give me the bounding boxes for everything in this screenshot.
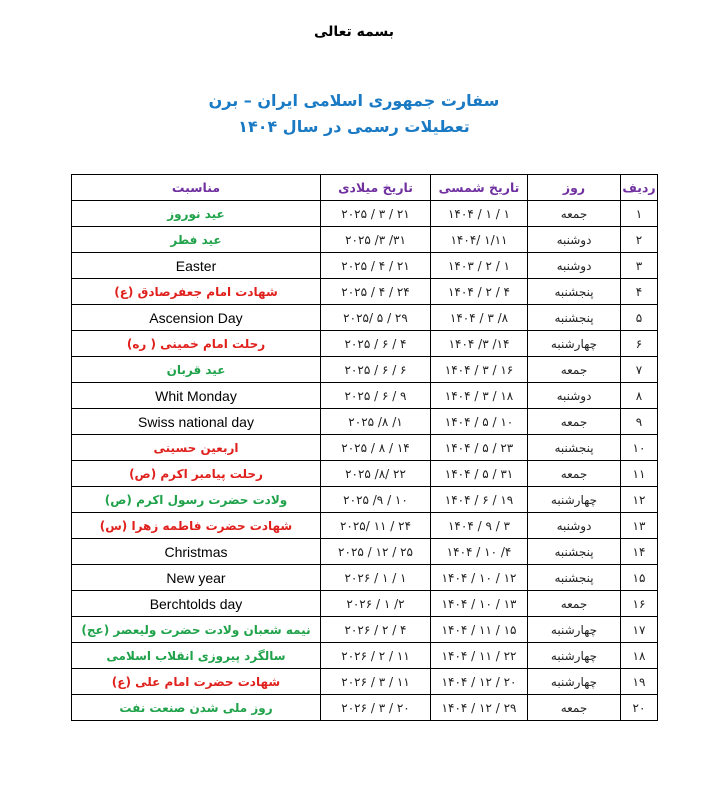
row-number-cell: ۱۹	[621, 669, 658, 695]
table-row	[72, 253, 658, 279]
table-row	[72, 383, 658, 409]
row-number-cell: ۱۰	[621, 435, 658, 461]
gregorian-date-cell: ۲۰۲۶ / ۲ / ۴	[321, 617, 431, 643]
gregorian-date-cell: ۲۰۲۵ /۹ / ۱۰	[321, 487, 431, 513]
gregorian-date-cell: ۲۰۲۵ /۸/ ۲۲	[321, 461, 431, 487]
day-cell: جمعه	[528, 409, 621, 435]
occasion-cell: رحلت پیامبر اکرم (ص)	[72, 461, 321, 487]
occasion-cell: Berchtolds day	[72, 591, 321, 617]
gregorian-date-cell: ۲۰۲۶ / ۱ / ۱	[321, 565, 431, 591]
shamsi-date-cell: ۱۴۰۴ / ۳ / ۱۶	[431, 357, 528, 383]
shamsi-date-cell: ۱۴۰۴ / ۱۲ / ۲۹	[431, 695, 528, 721]
table-row	[72, 591, 658, 617]
table-body	[72, 201, 658, 721]
shamsi-date-cell: ۱۴۰۴ / ۵ / ۲۳	[431, 435, 528, 461]
occasion-cell: رحلت امام خمینی ( ره)	[72, 331, 321, 357]
occasion-cell: ولادت حضرت رسول اکرم (ص)	[72, 487, 321, 513]
gregorian-date-cell: ۲۰۲۵ / ۳ / ۲۱	[321, 201, 431, 227]
day-cell: چهارشنبه	[528, 617, 621, 643]
row-number-cell: ۱۸	[621, 643, 658, 669]
row-number-cell: ۱۳	[621, 513, 658, 539]
row-number-cell: ۳	[621, 253, 658, 279]
column-header-gregorian-date: تاریخ میلادی	[321, 175, 431, 201]
occasion-cell: عید قربان	[72, 357, 321, 383]
table-row	[72, 617, 658, 643]
row-number-cell: ۱۵	[621, 565, 658, 591]
occasion-cell: Easter	[72, 253, 321, 279]
day-cell: دوشنبه	[528, 227, 621, 253]
row-number-cell: ۴	[621, 279, 658, 305]
table-row	[72, 305, 658, 331]
row-number-cell: ۹	[621, 409, 658, 435]
gregorian-date-cell: ۲۰۲۵ / ۶ / ۹	[321, 383, 431, 409]
day-cell: چهارشنبه	[528, 331, 621, 357]
gregorian-date-cell: ۲۰۲۵ /۳ /۳۱	[321, 227, 431, 253]
day-cell: جمعه	[528, 357, 621, 383]
gregorian-date-cell: ۲۰۲۵ / ۴ / ۲۴	[321, 279, 431, 305]
table-row	[72, 357, 658, 383]
table-row	[72, 539, 658, 565]
bismillah-heading: بسمه تعالی	[313, 24, 395, 40]
occasion-cell: روز ملی شدن صنعت نفت	[72, 695, 321, 721]
shamsi-date-cell: ۱۴۰۴ / ۱ / ۱	[431, 201, 528, 227]
shamsi-date-cell: ۱۴۰۴ / ۵ / ۳۱	[431, 461, 528, 487]
gregorian-date-cell: ۲۰۲۵ /۸ /۱	[321, 409, 431, 435]
holidays-table	[71, 174, 658, 721]
shamsi-date-cell: ۱۴۰۴ / ۱۰ / ۱۳	[431, 591, 528, 617]
gregorian-date-cell: ۲۰۲۵ / ۸ / ۱۴	[321, 435, 431, 461]
gregorian-date-cell: ۲۰۲۵ / ۶ / ۶	[321, 357, 431, 383]
day-cell: دوشنبه	[528, 513, 621, 539]
shamsi-date-cell: ۱۴۰۴ / ۶ / ۱۹	[431, 487, 528, 513]
table-row	[72, 409, 658, 435]
row-number-cell: ۱۷	[621, 617, 658, 643]
day-cell: پنجشنبه	[528, 435, 621, 461]
occasion-cell: عید فطر	[72, 227, 321, 253]
occasion-cell: New year	[72, 565, 321, 591]
day-cell: جمعه	[528, 695, 621, 721]
occasion-cell: Swiss national day	[72, 409, 321, 435]
shamsi-date-cell: ۱۴۰۴ / ۵ / ۱۰	[431, 409, 528, 435]
row-number-cell: ۲	[621, 227, 658, 253]
table-row	[72, 201, 658, 227]
shamsi-date-cell: ۱۴۰۴ / ۱۰ / ۱۲	[431, 565, 528, 591]
day-cell: جمعه	[528, 461, 621, 487]
row-number-cell: ۱۲	[621, 487, 658, 513]
table-row	[72, 643, 658, 669]
shamsi-date-cell: ۱۴۰۴ / ۱۱ / ۲۲	[431, 643, 528, 669]
table-row	[72, 227, 658, 253]
gregorian-date-cell: ۲۰۲۵/ ۱۱ / ۲۴	[321, 513, 431, 539]
shamsi-date-cell: ۱۴۰۴ /۳ /۱۴	[431, 331, 528, 357]
occasion-cell: شهادت امام جعفرصادق (ع)	[72, 279, 321, 305]
occasion-cell: عید نوروز	[72, 201, 321, 227]
row-number-cell: ۱۶	[621, 591, 658, 617]
day-cell: پنجشنبه	[528, 279, 621, 305]
table-header-row	[72, 175, 658, 201]
shamsi-date-cell: ۱۴۰۴ / ۹ / ۳	[431, 513, 528, 539]
gregorian-date-cell: ۲۰۲۵ / ۶ / ۴	[321, 331, 431, 357]
occasion-cell: Christmas	[72, 539, 321, 565]
table-row	[72, 487, 658, 513]
row-number-cell: ۶	[621, 331, 658, 357]
shamsi-date-cell: ۱۴۰۴/ ۱/۱۱	[431, 227, 528, 253]
row-number-cell: ۱۴	[621, 539, 658, 565]
table-row	[72, 513, 658, 539]
day-cell: پنجشنبه	[528, 305, 621, 331]
table-row	[72, 565, 658, 591]
shamsi-date-cell: ۱۴۰۴ / ۳ /۸	[431, 305, 528, 331]
table-row	[72, 461, 658, 487]
holidays-title: تعطیلات رسمی در سال ۱۴۰۴	[238, 117, 470, 136]
column-header-shamsi-date: تاریخ شمسی	[431, 175, 528, 201]
shamsi-date-cell: ۱۴۰۳ / ۲ / ۱	[431, 253, 528, 279]
column-header-day: روز	[528, 175, 621, 201]
table-row	[72, 331, 658, 357]
row-number-cell: ۵	[621, 305, 658, 331]
occasion-cell: Ascension Day	[72, 305, 321, 331]
day-cell: پنجشنبه	[528, 565, 621, 591]
shamsi-date-cell: ۱۴۰۴ / ۱۱ / ۱۵	[431, 617, 528, 643]
occasion-cell: نیمه شعبان ولادت حضرت ولیعصر (عج)	[72, 617, 321, 643]
column-header-row-number: ردیف	[621, 175, 658, 201]
shamsi-date-cell: ۱۴۰۴ / ۲ / ۴	[431, 279, 528, 305]
occasion-cell: شهادت حضرت امام علی (ع)	[72, 669, 321, 695]
day-cell: پنجشنبه	[528, 539, 621, 565]
column-header-occasion: مناسبت	[72, 175, 321, 201]
occasion-cell: شهادت حضرت فاطمه زهرا (س)	[72, 513, 321, 539]
gregorian-date-cell: ۲۰۲۶ / ۱ /۲	[321, 591, 431, 617]
table-row	[72, 435, 658, 461]
day-cell: دوشنبه	[528, 383, 621, 409]
day-cell: دوشنبه	[528, 253, 621, 279]
row-number-cell: ۸	[621, 383, 658, 409]
embassy-title: سفارت جمهوری اسلامی ایران – برن	[208, 91, 500, 110]
shamsi-date-cell: ۱۴۰۴ / ۳ / ۱۸	[431, 383, 528, 409]
table-row	[72, 695, 658, 721]
gregorian-date-cell: ۲۰۲۶ / ۳ / ۲۰	[321, 695, 431, 721]
day-cell: چهارشنبه	[528, 669, 621, 695]
gregorian-date-cell: ۲۰۲۵/ ۵ / ۲۹	[321, 305, 431, 331]
day-cell: جمعه	[528, 201, 621, 227]
table-row	[72, 279, 658, 305]
row-number-cell: ۱۱	[621, 461, 658, 487]
gregorian-date-cell: ۲۰۲۵ / ۴ / ۲۱	[321, 253, 431, 279]
occasion-cell: اربعین حسینی	[72, 435, 321, 461]
shamsi-date-cell: ۱۴۰۴ / ۱۲ / ۲۰	[431, 669, 528, 695]
row-number-cell: ۱	[621, 201, 658, 227]
occasion-cell: سالگرد پیروزی انقلاب اسلامی	[72, 643, 321, 669]
shamsi-date-cell: ۱۴۰۴ / ۱۰ /۴	[431, 539, 528, 565]
row-number-cell: ۲۰	[621, 695, 658, 721]
table-row	[72, 669, 658, 695]
day-cell: جمعه	[528, 591, 621, 617]
day-cell: چهارشنبه	[528, 487, 621, 513]
gregorian-date-cell: ۲۰۲۵ / ۱۲ / ۲۵	[321, 539, 431, 565]
gregorian-date-cell: ۲۰۲۶ / ۲ / ۱۱	[321, 643, 431, 669]
day-cell: چهارشنبه	[528, 643, 621, 669]
occasion-cell: Whit Monday	[72, 383, 321, 409]
row-number-cell: ۷	[621, 357, 658, 383]
gregorian-date-cell: ۲۰۲۶ / ۳ / ۱۱	[321, 669, 431, 695]
